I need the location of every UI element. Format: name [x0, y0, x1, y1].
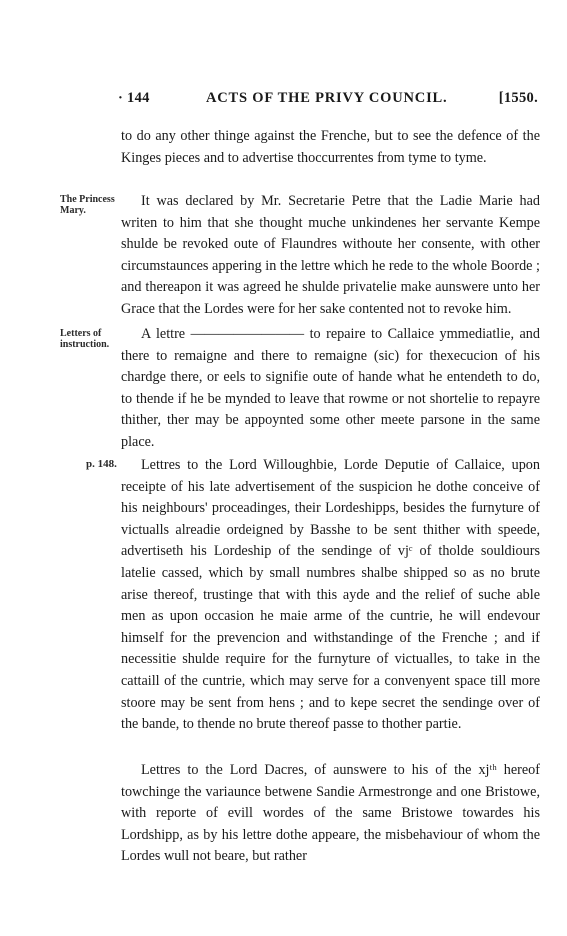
paragraph-continuation [121, 126, 540, 169]
paragraph-text: Lettres to the Lord Willoughbie, Lorde Deputie of Callaice, upon receipte of his late advertisement of the suspicion he dothe conceive of his neighbours' proceadinges, their Lordeshipps, besides the furnyture of victualls alreadie ordeigned by Basshe to be sent thither with speede, advertiseth his Lordeship of the sendinge of vjᶜ of tholde souldiours latelie cassed, which by small numbres shalbe shipped so as no brute arise thereof, trustinge that with this ayde and the relief of suche able men as upon occasion he maie arme of the cuntrie, he will endevour himself for the prevencion and withstandinge of the Frenche ; and if necessitie shulde require for the furnyture of victualles, to take in the cattaill of the cuntrie, which may serve for a convenyent space till more stoore may be sent from hens ; and to kepe secret the sendinge over of the bande, to thende no brute thereof passe to thother partie. [121, 457, 540, 733]
paragraph-lord-willoughbie [121, 455, 540, 736]
paragraph-text: It was declared by Mr. Secretarie Petre that the Ladie Marie had writen to him that she thought muche unkindenes her servante Kempe shulde be revoked oute of Flaundres withoute her consente, with other circumstaunces appering in the lettre which he rede to the whole Boorde ; and thereapon it was agreed he shulde privatelie make aunswere unto her Grace that the Lordes were for her sake contented not to revoke him. [121, 193, 540, 317]
margin-page-reference: p. 148. [86, 458, 117, 470]
paragraph-lord-dacres [121, 760, 540, 868]
paragraph-text: Lettres to the Lord Dacres, of aunswere to his of the xjᵗʰ hereof towchinge the variaunce betwene Sandie Armestronge and one Bristowe, with reporte of evill wordes of the same Bristowe towardes his Lordshipp, as by his lettre dothe appeare, the misbehaviour of whom the Lordes wull not beare, but rather [121, 762, 540, 865]
paragraph-princess-mary [121, 191, 540, 321]
margin-note-princess-mary: The Princess Mary. [60, 194, 115, 216]
margin-note-letters-of-instruction: Letters of instruction. [60, 328, 110, 350]
paragraph-letters-instruction [121, 324, 540, 454]
paragraph-text: A lettre ———————— to repaire to Callaice ymmediatlie, and there to remaigne and there to remaigne (sic) for thexecucion of his chardge there, or eels to signifie oute of hande what he entendeth to do, to thende if he be mynded to leave that rowme or not shortelie to repayre thither, ther may be appoynted some other meete parsone in the same place. [121, 326, 540, 450]
paragraph-text: to do any other thinge against the Frenche, but to see the defence of the Kinges pieces and to advertise thoccurrentes from tyme to tyme. [121, 128, 540, 166]
year-marker: [1550. [498, 90, 538, 106]
running-title: ACTS OF THE PRIVY COUNCIL. [206, 90, 448, 106]
page-number: · 144 [118, 90, 150, 106]
running-head [118, 90, 538, 110]
